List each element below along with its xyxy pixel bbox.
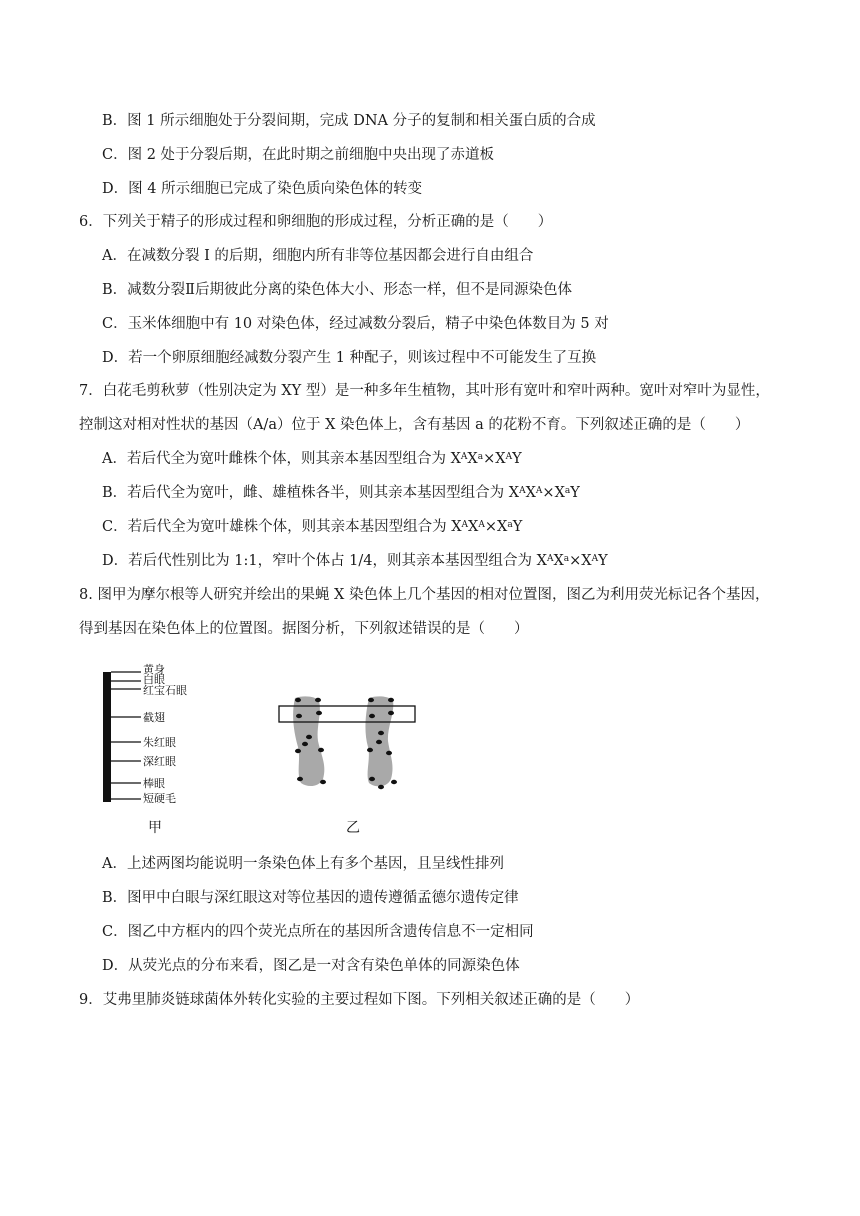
fluorescent-dot — [391, 780, 397, 784]
gene-position-figure — [95, 655, 425, 840]
fluorescent-dot — [316, 711, 322, 715]
fluorescent-dot — [297, 777, 303, 781]
q7-option-c: C．若后代全为宽叶雄株个体，则其亲本基因型组合为 $X^AX^A\times X^aY$ — [102, 519, 523, 535]
q6-option-c: C．玉米体细胞中有 10 对染色体，经过减数分裂后，精子中染色体数目为 5 对 — [102, 316, 609, 332]
gene-label-white-eye: 白眼 — [143, 673, 165, 686]
fluorescent-dot — [386, 751, 392, 755]
fluorescent-dot — [367, 748, 373, 752]
fluorescent-dot — [295, 698, 301, 702]
fluorescent-dot — [376, 740, 382, 744]
chromosome-left — [293, 696, 324, 786]
gene-label-short-bristle: 短硬毛 — [143, 792, 176, 805]
q8-option-d: D．从荧光点的分布来看，图乙是一对含有染色单体的同源染色体 — [102, 958, 520, 974]
fluorescent-dot — [318, 748, 324, 752]
gene-label-ruby-eye: 红宝石眼 — [143, 684, 187, 697]
q6-stem: 6．下列关于精子的形成过程和卵细胞的形成过程，分析正确的是（ ） — [79, 214, 553, 230]
x-chromosome-bar — [103, 672, 111, 802]
q8-stem-line1: 8. 图甲为摩尔根等人研究并绘出的果蝇 X 染色体上几个基因的相对位置图，图乙为利用荧光标记各个基因， — [79, 587, 770, 603]
q7-option-b: B．若后代全为宽叶，雌、雄植株各半，则其亲本基因型组合为 $X^AX^A\times X^aY$ — [102, 485, 580, 501]
figure-label-yi: 乙 — [346, 820, 360, 836]
q6-option-b: B．减数分裂Ⅱ后期彼此分离的染色体大小、形态一样，但不是同源染色体 — [102, 282, 573, 298]
q8-stem-line2: 得到基因在染色体上的位置图。据图分析，下列叙述错误的是（ ） — [79, 621, 529, 637]
fluorescent-dot — [368, 698, 374, 702]
q8-option-a: A．上述两图均能说明一条染色体上有多个基因，且呈线性排列 — [102, 856, 504, 872]
q7-stem-line2: 控制这对相对性状的基因（A/a）位于 X 染色体上，含有基因 a 的花粉不育。下列叙述正确的是（ ） — [79, 417, 750, 433]
fluorescent-dot — [295, 749, 301, 753]
q5-option-b: B．图 1 所示细胞处于分裂间期，完成 DNA 分子的复制和相关蛋白质的合成 — [102, 113, 596, 129]
fluorescent-dot — [302, 742, 308, 746]
fluorescent-dot — [378, 785, 384, 789]
q9-stem: 9．艾弗里肺炎链球菌体外转化实验的主要过程如下图。下列相关叙述正确的是（ ） — [79, 992, 640, 1008]
q8-option-c: C．图乙中方框内的四个荧光点所在的基因所含遗传信息不一定相同 — [102, 924, 534, 940]
fluorescent-dot — [369, 777, 375, 781]
q6-option-a: A．在减数分裂 I 的后期，细胞内所有非等位基因都会进行自由组合 — [102, 248, 534, 264]
q5-option-c: C．图 2 处于分裂后期，在此时期之前细胞中央出现了赤道板 — [102, 147, 495, 163]
fluorescent-dot — [388, 698, 394, 702]
gene-label-bar-eye: 棒眼 — [143, 777, 165, 790]
fluorescent-dot — [388, 711, 394, 715]
fluorescent-dot — [320, 780, 326, 784]
gene-label-vermilion-eye: 朱红眼 — [143, 736, 176, 749]
q7-option-d: D．若后代性别比为 1:1，窄叶个体占 1/4，则其亲本基因型组合为 $X^AX^a\times X^AY$ — [102, 553, 608, 569]
fluorescent-dot — [306, 735, 312, 739]
q8-option-b: B．图甲中白眼与深红眼这对等位基因的遗传遵循孟德尔遗传定律 — [102, 890, 519, 906]
q5-option-d: D．图 4 所示细胞已完成了染色质向染色体的转变 — [102, 181, 423, 197]
gene-label-yellow-body: 黄身 — [143, 663, 165, 676]
fluorescent-dot — [296, 714, 302, 718]
q7-stem-line1: 7．白花毛剪秋萝（性别决定为 XY 型）是一种多年生植物，其叶形有宽叶和窄叶两种。宽叶对窄叶为显性， — [79, 383, 770, 399]
fluorescent-dot — [315, 698, 321, 702]
figure-label-jia: 甲 — [148, 820, 162, 836]
gene-label-cut-wing: 截翅 — [143, 711, 165, 724]
q6-option-d: D．若一个卵原细胞经减数分裂产生 1 种配子，则该过程中不可能发生了互换 — [102, 350, 597, 366]
fluorescent-dot — [369, 714, 375, 718]
fluorescent-dot — [378, 731, 384, 735]
gene-label-carmine-eye: 深红眼 — [143, 755, 176, 768]
q7-option-a: A．若后代全为宽叶雌株个体，则其亲本基因型组合为 $X^AX^a\times X^AY$ — [102, 451, 522, 467]
